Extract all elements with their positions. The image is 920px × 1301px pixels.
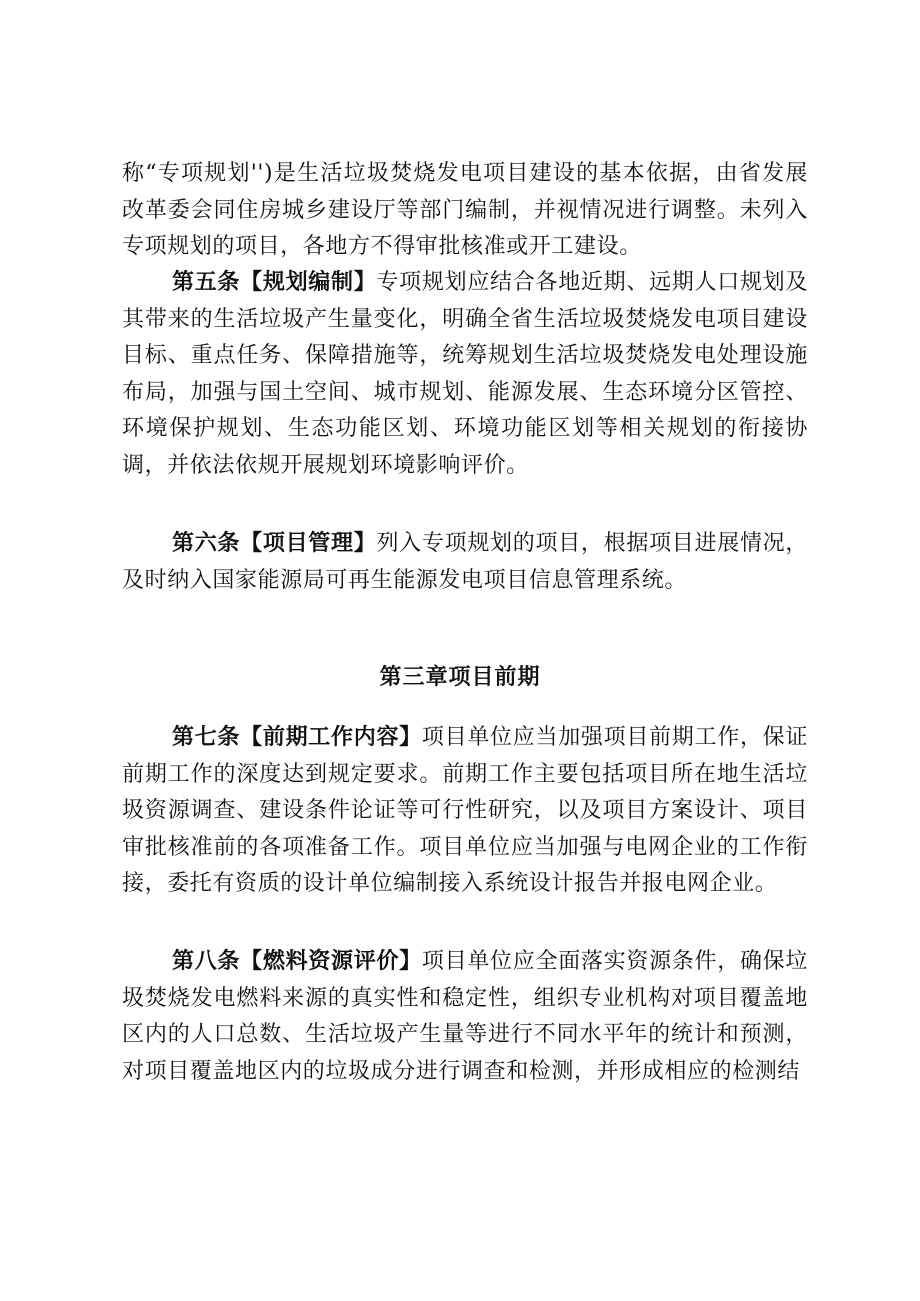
article-7-body: 项目单位应当加强项目前期工作，保证前期工作的深度达到规定要求。前期工作主要包括项目所在地生活垃圾资源调查、建设条件论证等可行性研究，以及项目方案设计、项目审批核准前的各项准备工作。项目单位应当加强与电网企业的工作衔接，委托有资质的设计单位编制接入系统设计报告并报电网企业。 bbox=[122, 725, 808, 896]
article-7-heading: 第七条【前期工作内容】 bbox=[172, 725, 422, 750]
article-6 bbox=[122, 526, 808, 599]
article-6-heading: 第六条【项目管理】 bbox=[172, 531, 377, 556]
paragraph-continued bbox=[122, 156, 808, 266]
article-8-heading: 第八条【燃料资源评价】 bbox=[172, 949, 422, 974]
article-5 bbox=[122, 265, 808, 484]
chapter-title: 第三章项目前期 bbox=[379, 665, 541, 690]
article-7 bbox=[122, 720, 808, 903]
article-8-body: 项目单位应全面落实资源条件，确保垃圾焚烧发电燃料来源的真实性和稳定性，组织专业机构对项目覆盖地区内的人口总数、生活垃圾产生量等进行不同水平年的统计和预测，对项目覆盖地区内的垃圾成分进行调查和检测，并形成相应的检测结 bbox=[122, 949, 808, 1084]
article-5-heading: 第五条【规划编制】 bbox=[172, 270, 377, 295]
paragraph-continued-text: 称“专项规划'')是生活垃圾焚烧发电项目建设的基本依据，由省发展改革委会同住房城乡建设厅等部门编制，并视情况进行调整。未列入专项规划的项目，各地方不得审批核准或开工建设。 bbox=[122, 161, 808, 259]
article-6-body: 列入专项规划的项目，根据项目进展情况，及时纳入国家能源局可再生能源发电项目信息管理系统。 bbox=[122, 531, 808, 593]
article-5-body: 专项规划应结合各地近期、远期人口规划及其带来的生活垃圾产生量变化，明确全省生活垃圾焚烧发电项目建设目标、重点任务、保障措施等，统筹规划生活垃圾焚烧发电处理设施布局，加强与国土空间、城市规划、能源发展、生态环境分区管控、环境保护规划、生态功能区划、环境功能区划等相关规划的衔接协调，并依法依规开展规划环境影响评价。 bbox=[122, 270, 808, 478]
article-8 bbox=[122, 944, 808, 1090]
